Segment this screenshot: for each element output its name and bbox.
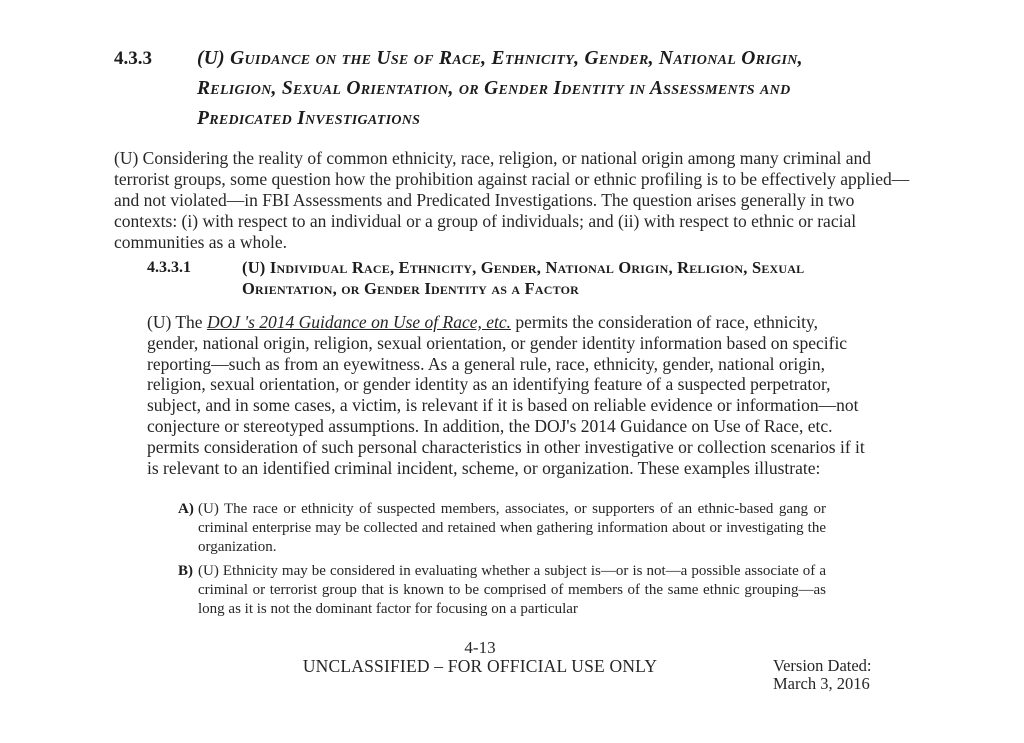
subsection-number: 4.3.3.1 — [147, 259, 191, 276]
example-item-a — [178, 500, 826, 557]
classification-banner: UNCLASSIFIED – FOR OFFICIAL USE ONLY — [302, 656, 658, 676]
body-paragraph-after-link: permits the consideration of race, ethnicity, gender, national origin, religion, sexual orientation, or gender identity information based on specific reporting—such as from an eyewitness. As a general rule, race, ethnicity, gender, national origin, religion, sexual orientation, or gender identity as an identifying feature of a suspected perpetrator, subject, and in some cases, a victim, is relevant if it is based on reliable evidence or information—not conjecture or stereotyped assumptions. In addition, the DOJ's 2014 Guidance on Use of Race, etc. permits consideration of such personal characteristics in other investigative or collection scenarios if it is relevant to an identified criminal incident, scheme, or organization. These examples illustrate: — [147, 312, 865, 478]
subsection-heading — [147, 257, 834, 299]
subsection-title: (U) Individual Race, Ethnicity, Gender, National Origin, Religion, Sexual Orientation, or Gender Identity as a Factor — [242, 258, 805, 298]
version-dated-label: Version Dated: — [773, 656, 872, 675]
example-b-label: B) — [178, 563, 193, 579]
section-title: (U) Guidance on the Use of Race, Ethnicity, Gender, National Origin, Religion, Sexual Orientation, or Gender Identity in Assessments and Predicated Investigations — [197, 48, 803, 129]
version-date: March 3, 2016 — [773, 673, 870, 693]
example-a-text: (U) The race or ethnicity of suspected members, associates, or supporters of an ethnic-based gang or criminal enterprise may be collected and retained when gathering information about or investigating the organization. — [198, 501, 826, 555]
example-item-b — [178, 562, 826, 619]
body-paragraph — [147, 312, 871, 478]
example-b-text: (U) Ethnicity may be considered in evaluating whether a subject is—or is not—a possible associate of a criminal or terrorist group that is known to be comprised of members of the same ethnic grouping—as long as it is not the dominant factor for focusing on a particular — [198, 563, 826, 617]
example-a-label: A) — [178, 501, 194, 517]
doj-guidance-link[interactable]: DOJ 's 2014 Guidance on Use of Race, etc. — [206, 312, 512, 332]
version-dated — [773, 657, 872, 692]
body-paragraph-before-link: (U) The — [147, 312, 207, 332]
intro-paragraph: (U) Considering the reality of common ethnicity, race, religion, or national origin among many criminal and terrorist groups, some question how the prohibition against racial or ethnic profiling is to be effectively applied—and not violated—in FBI Assessments and Predicated Investigations. The question arises generally in two contexts: (i) with respect to an individual or a group of individuals; and (ii) with respect to ethnic or racial communities as a whole. — [114, 148, 910, 252]
section-number: 4.3.3 — [114, 48, 152, 69]
section-heading — [114, 44, 865, 134]
page-number: 4-13 — [464, 638, 496, 657]
